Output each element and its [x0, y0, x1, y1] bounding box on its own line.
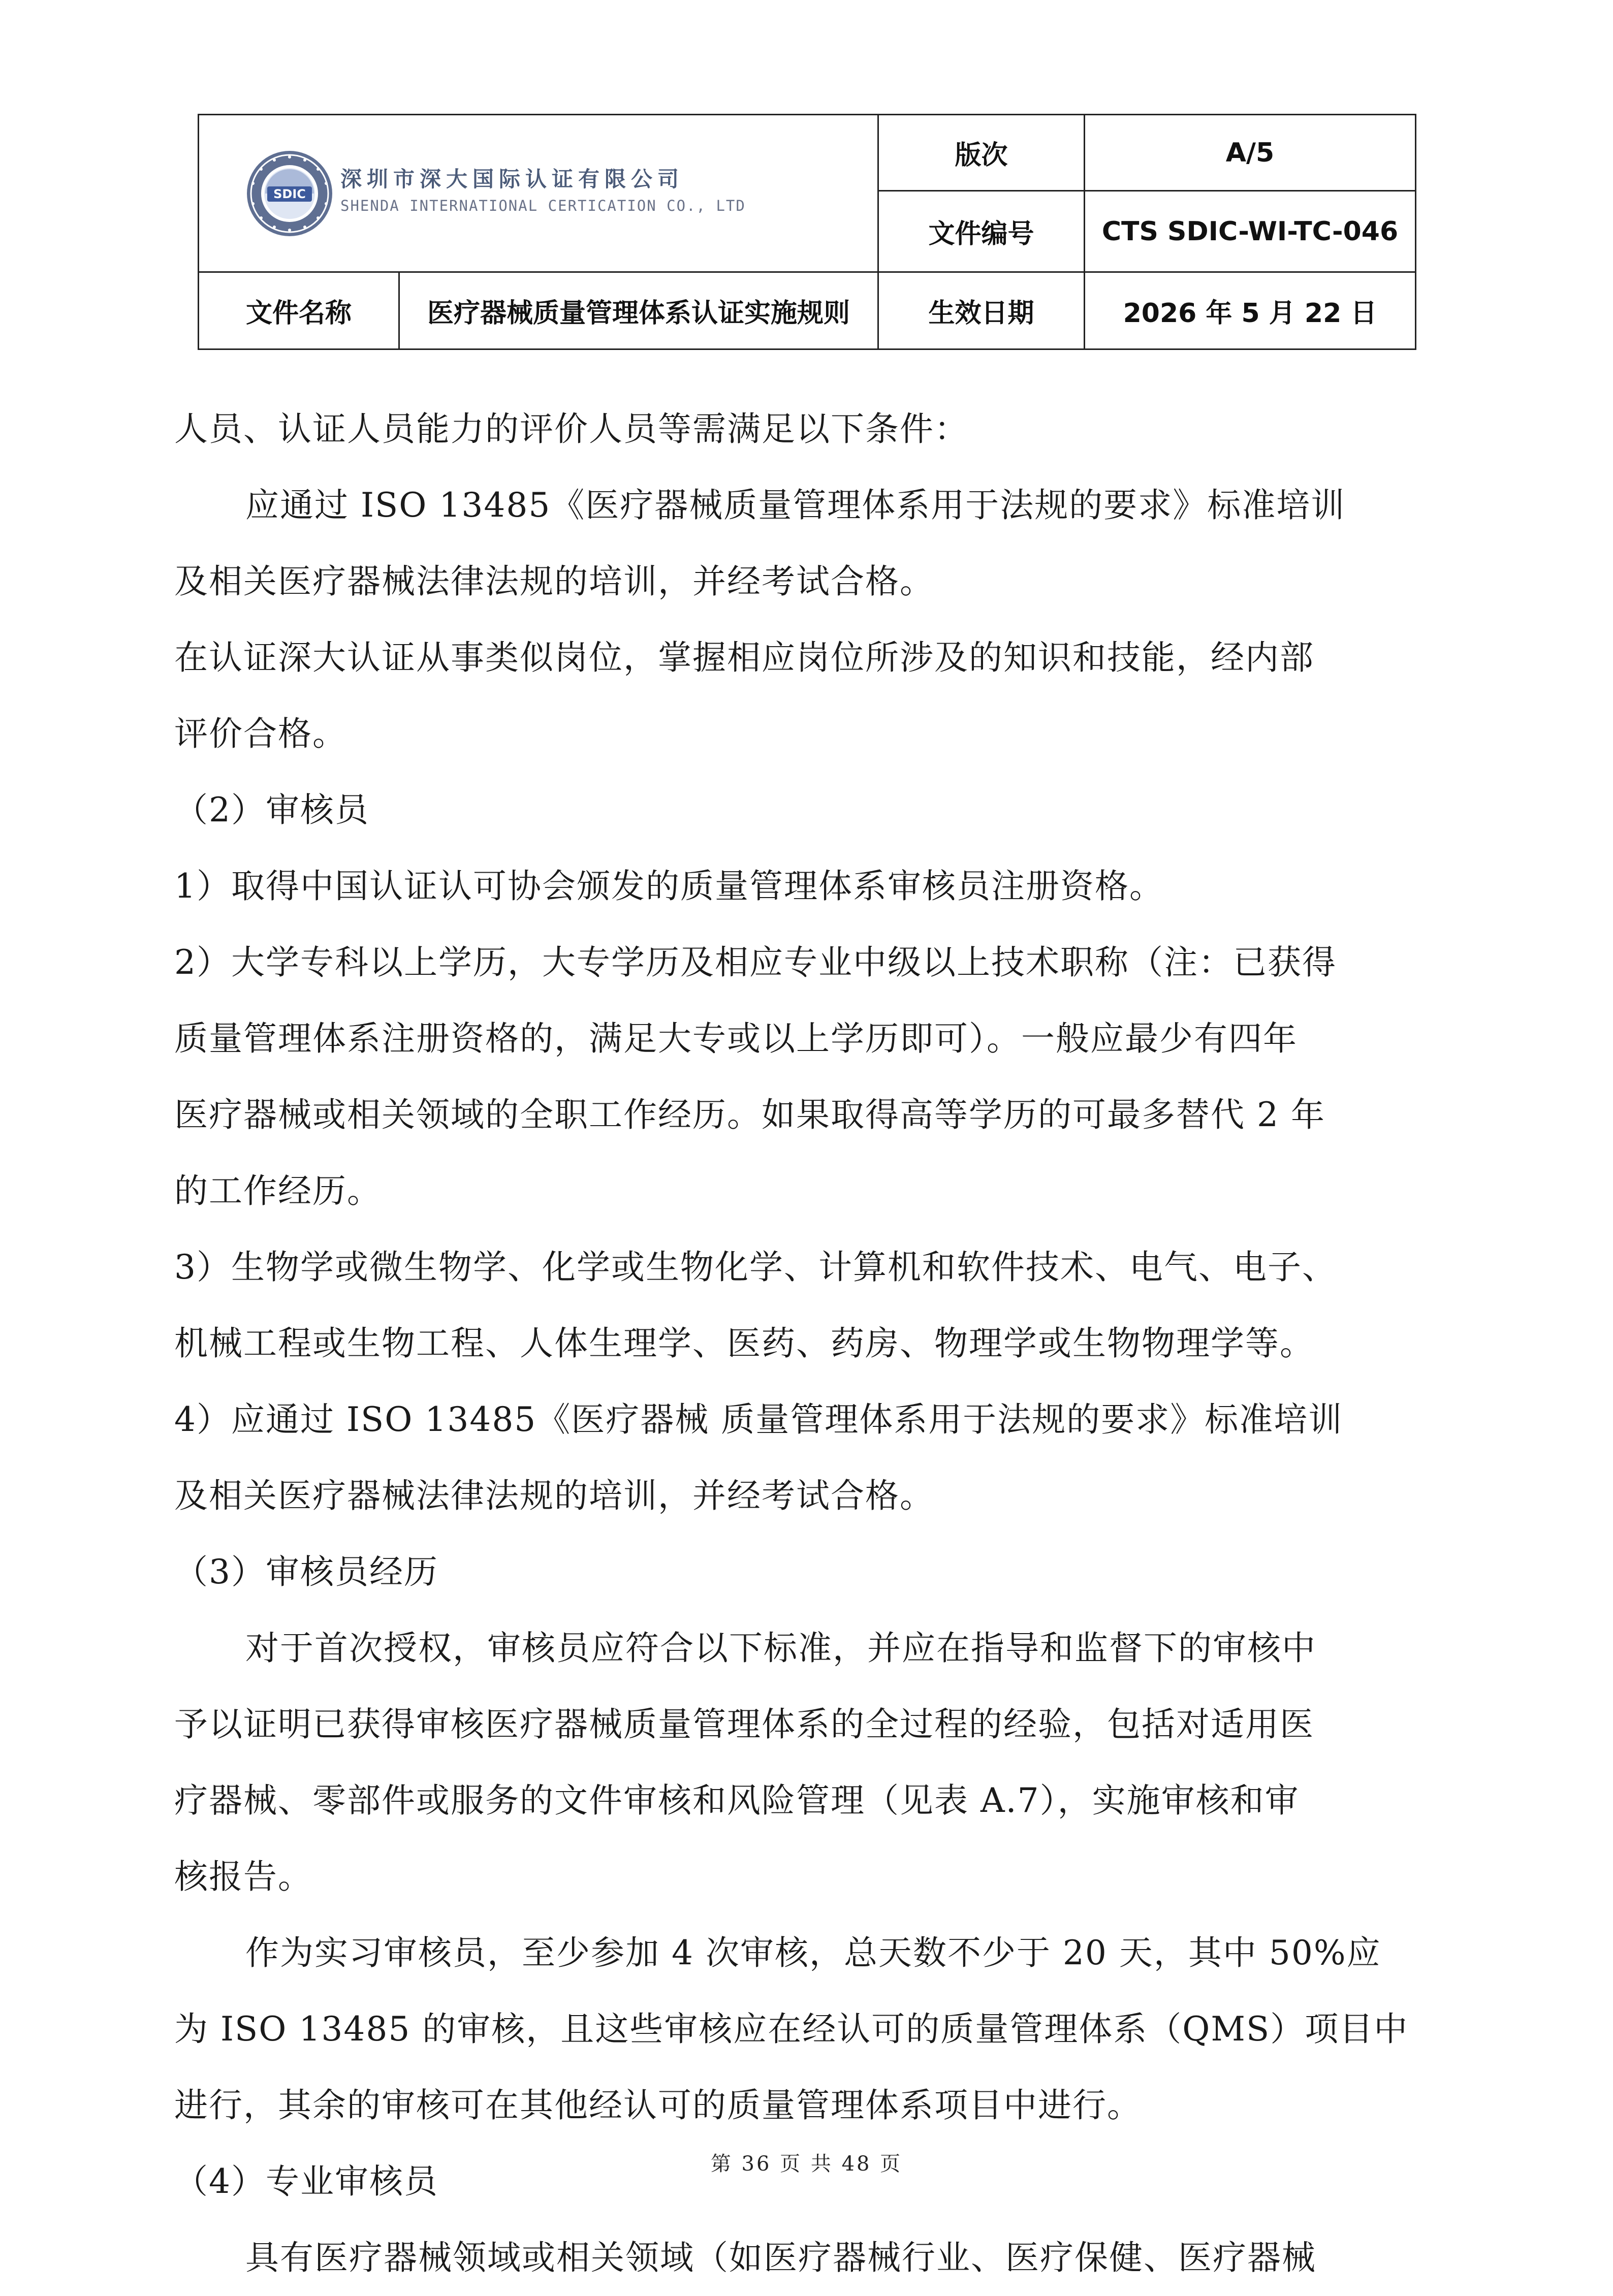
body-line: 4）应通过 ISO 13485《医疗器械 质量管理体系用于法规的要求》标准培训 — [174, 1400, 1343, 1439]
body-line: 的工作经历。 — [174, 1171, 382, 1210]
document-body — [174, 391, 1439, 2296]
body-line: 及相关医疗器械法律法规的培训，并经考试合格。 — [174, 1476, 934, 1515]
body-line: 具有医疗器械领域或相关领域（如医疗器械行业、医疗保健、医疗器械 — [245, 2238, 1316, 2277]
seal-logo-text: SDIC — [273, 186, 306, 201]
body-line: 作为实习审核员，至少参加 4 次审核，总天数不少于 20 天，其中 50%应 — [245, 1933, 1381, 1972]
doc-number-value: CTS SDIC-WI-TC-046 — [1085, 191, 1416, 272]
body-line: 人员、认证人员能力的评价人员等需满足以下条件： — [174, 409, 969, 449]
effective-date-label: 生效日期 — [878, 272, 1085, 349]
document-header-table — [198, 114, 1416, 350]
body-line: 对于首次授权，审核员应符合以下标准，并应在指导和监督下的审核中 — [245, 1629, 1316, 1668]
page-number: 第 36 页 共 48 页 — [710, 2152, 903, 2176]
section-heading: （2）审核员 — [174, 790, 369, 830]
version-label: 版次 — [878, 115, 1085, 191]
effective-date-value: 2026 年 5 月 22 日 — [1085, 272, 1416, 349]
body-line: 进行，其余的审核可在其他经认可的质量管理体系项目中进行。 — [174, 2086, 1142, 2125]
doc-name-label: 文件名称 — [199, 272, 399, 349]
body-line: 2）大学专科以上学历，大专学历及相应专业中级以上技术职称（注：已获得 — [174, 943, 1337, 982]
body-line: 3）生物学或微生物学、化学或生物化学、计算机和软件技术、电气、电子、 — [174, 1248, 1337, 1287]
body-line: 医疗器械或相关领域的全职工作经历。如果取得高等学历的可最多替代 2 年 — [174, 1095, 1325, 1134]
company-name-cn: 深圳市深大国际认证有限公司 — [340, 166, 684, 192]
company-seal-logo — [245, 149, 334, 238]
version-value: A/5 — [1085, 115, 1416, 191]
body-line: 应通过 ISO 13485《医疗器械质量管理体系用于法规的要求》标准培训 — [245, 486, 1346, 525]
company-logo-cell — [199, 115, 878, 272]
body-line: 及相关医疗器械法律法规的培训，并经考试合格。 — [174, 562, 934, 601]
body-line: 在认证深大认证从事类似岗位，掌握相应岗位所涉及的知识和技能，经内部 — [174, 638, 1314, 677]
body-line: 质量管理体系注册资格的，满足大专或以上学历即可）。一般应最少有四年 — [174, 1019, 1298, 1058]
company-name-en: SHENDA INTERNATIONAL CERTICATION CO., LTD — [340, 197, 746, 214]
doc-number-label: 文件编号 — [878, 191, 1085, 272]
body-line: 为 ISO 13485 的审核，且这些审核应在经认可的质量管理体系（QMS）项目中 — [174, 2010, 1409, 2049]
body-line: 评价合格。 — [174, 714, 347, 753]
doc-name-value: 医疗器械质量管理体系认证实施规则 — [399, 272, 878, 349]
body-line: 机械工程或生物工程、人体生理学、医药、药房、物理学或生物物理学等。 — [174, 1324, 1314, 1363]
section-heading: （3）审核员经历 — [174, 1552, 438, 1591]
body-line: 予以证明已获得审核医疗器械质量管理体系的全过程的经验，包括对适用医 — [174, 1705, 1314, 1744]
body-line: 核报告。 — [174, 1857, 312, 1896]
body-line: 1）取得中国认证认可协会颁发的质量管理体系审核员注册资格。 — [174, 867, 1164, 906]
section-heading: （4）专业审核员 — [174, 2162, 438, 2201]
body-line: 疗器械、零部件或服务的文件审核和风险管理（见表 A.7），实施审核和审 — [174, 1781, 1300, 1820]
